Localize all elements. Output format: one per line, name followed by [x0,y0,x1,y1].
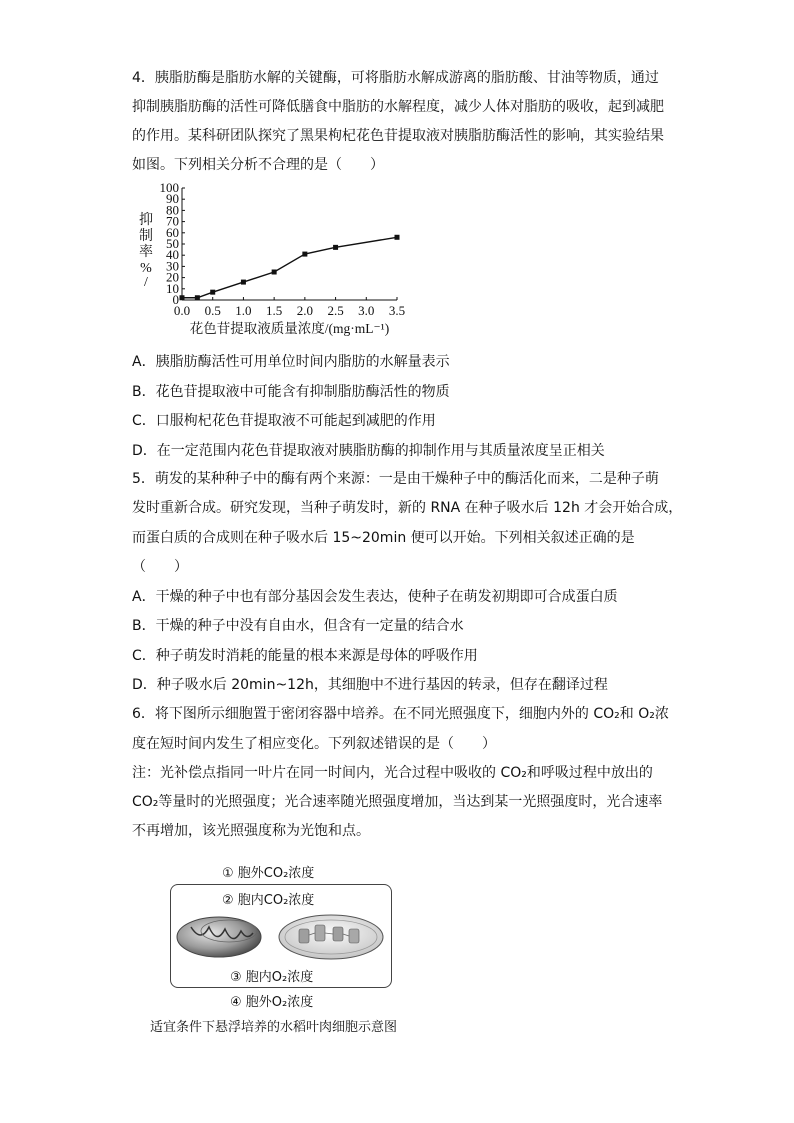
data-point [195,295,200,300]
y-tick-label: 30 [166,258,179,274]
q4-stem-line-2: 抑制胰脂肪酶的活性可降低膳食中脂肪的水解程度，减少人体对脂肪的吸收，起到减肥 [132,99,664,115]
x-tick-label: 2.5 [327,303,344,318]
x-tick-label: 2.0 [296,303,313,318]
inhibition-rate-chart [132,180,412,350]
q5-option-c[interactable]: C．种子萌发时消耗的能量的根本来源是母体的呼吸作用 [132,648,478,664]
y-axis-label-char: / [144,275,148,290]
cell-diagram [150,858,430,1038]
q6-note-line-1: 注：光补偿点指同一叶片在同一时间内，光合过程中吸收的 CO₂和呼吸过程中放出的 [132,765,653,781]
y-axis-label-char: 率 [139,245,153,260]
y-tick-label: 10 [166,280,179,296]
x-tick-label: 3.5 [388,303,406,318]
chart-marks [180,235,400,300]
q6-stem-line-2: 度在短时间内发生了相应变化。下列叙述错误的是（ ） [132,736,496,752]
y-tick-label: 100 [159,180,179,195]
data-point [180,295,185,300]
y-tick-label: 80 [166,202,179,218]
mitochondrion-icon [177,917,261,957]
data-point [395,235,400,240]
x-tick-label: 1.0 [235,303,252,318]
q4-option-a[interactable]: A．胰脂肪酶活性可用单位时间内脂肪的水解量表示 [132,354,450,370]
q4-stem-line-1: 4．胰脂肪酶是脂肪水解的关键酶，可将脂肪水解成游离的脂肪酸、甘油等物质，通过 [132,70,659,86]
q5-stem-line-2: 发时重新合成。研究发现，当种子萌发时，新的 RNA 在种子吸水后 12h 才会开始合成， [132,500,683,516]
data-point [333,245,338,250]
q5-stem-line-4: （ ） [132,559,188,575]
x-tick-label: 0.0 [173,303,191,318]
label-extracellular-o2: ④ 胞外O₂浓度 [230,995,314,1010]
label-intracellular-co2: ② 胞内CO₂浓度 [222,893,315,908]
q4-option-c[interactable]: C．口服枸杞花色苷提取液不可能起到减肥的作用 [132,413,436,429]
chart-axes [139,180,405,336]
q5-stem-line-3: 而蛋白质的合成则在种子吸水后 15~20min 便可以开始。下列相关叙述正确的是 [132,530,635,546]
data-point [210,290,215,295]
chloroplast-icon [279,915,383,959]
q6-stem-line-1: 6．将下图所示细胞置于密闭容器中培养。在不同光照强度下，细胞内外的 CO₂和 O₂浓 [132,706,669,722]
label-extracellular-co2: ① 胞外CO₂浓度 [222,866,315,881]
x-tick-label: 1.5 [266,303,283,318]
data-point [241,280,246,285]
q5-option-a[interactable]: A．干燥的种子中也有部分基因会发生表达，使种子在萌发初期即可合成蛋白质 [132,589,618,605]
figure-caption: 适宜条件下悬浮培养的水稻叶肉细胞示意图 [150,1020,398,1035]
q4-stem-line-4: 如图。下列相关分析不合理的是（ ） [132,157,384,173]
y-tick-label: 70 [166,213,179,229]
q6-note-line-3: 不再增加，该光照强度称为光饱和点。 [132,823,370,839]
label-intracellular-o2: ③ 胞内O₂浓度 [230,970,314,985]
q4-option-d[interactable]: D．在一定范围内花色苷提取液对胰脂肪酶的抑制作用与其质量浓度呈正相关 [132,443,605,459]
y-tick-label: 50 [166,236,179,251]
y-tick-label: 0 [172,292,179,307]
q4-option-b[interactable]: B．花色苷提取液中可能含有抑制脂肪酶活性的物质 [132,384,450,400]
y-tick-label: 20 [166,269,179,285]
q5-stem-line-1: 5．萌发的某种种子中的酶有两个来源：一是由干燥种子中的酶活化而来，二是种子萌 [132,471,659,487]
y-axis-label-char: % [140,261,152,276]
x-tick-label: 0.5 [204,303,221,318]
y-axis-label-char: 抑 [139,213,153,228]
data-point [272,270,277,275]
x-tick-label: 3.0 [358,303,375,318]
y-tick-label: 90 [166,191,179,207]
x-axis-label: 花色苷提取液质量浓度/(mg·mL⁻¹) [189,321,390,336]
q6-note-line-2: CO₂等量时的光照强度；光合速率随光照强度增加，当达到某一光照强度时，光合速率 [132,794,663,810]
y-axis-label-char: 制 [139,229,153,244]
y-tick-label: 40 [166,247,179,263]
data-point [302,252,307,257]
q5-option-d[interactable]: D．种子吸水后 20min~12h，其细胞中不进行基因的转录，但存在翻译过程 [132,677,608,693]
q4-stem-line-3: 的作用。某科研团队探究了黑果枸杞花色苷提取液对胰脂肪酶活性的影响，其实验结果 [132,128,664,144]
y-tick-label: 60 [166,224,179,240]
q5-option-b[interactable]: B．干燥的种子中没有自由水，但含有一定量的结合水 [132,618,464,634]
data-line [182,237,397,297]
